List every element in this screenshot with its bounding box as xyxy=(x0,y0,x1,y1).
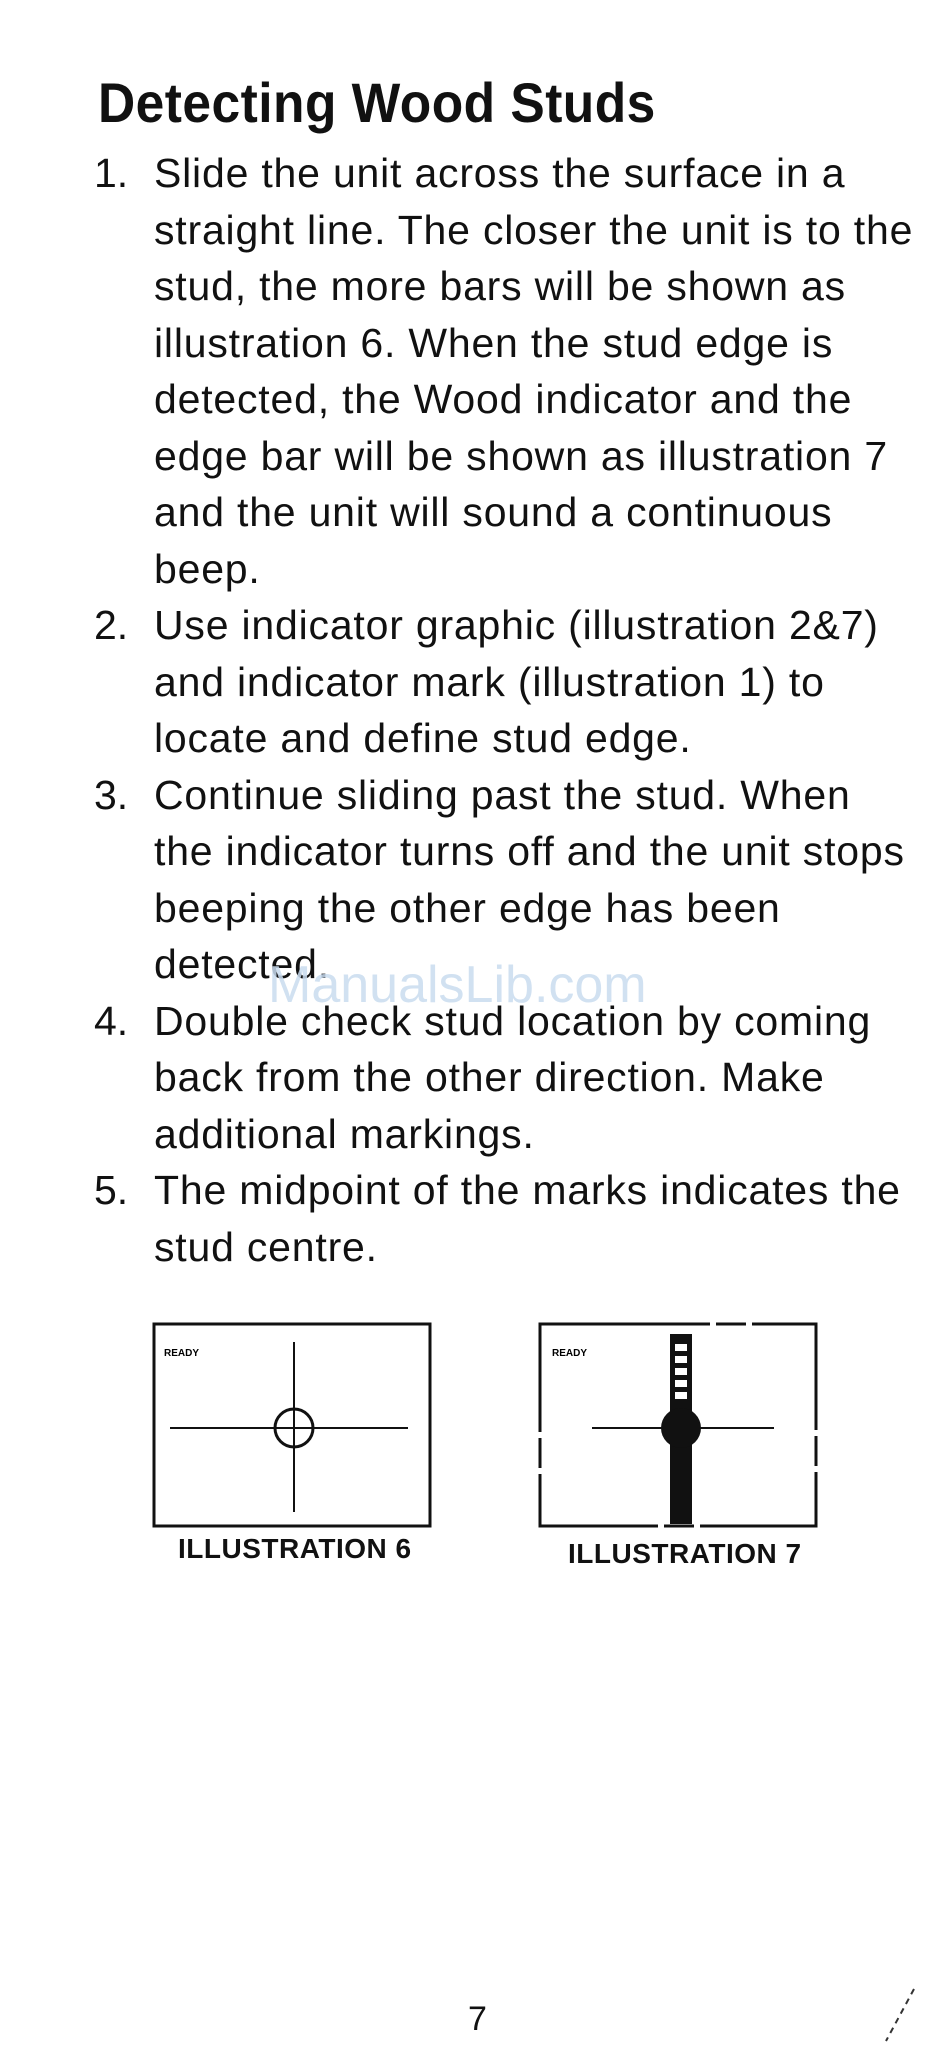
page-title: Detecting Wood Studs xyxy=(98,71,656,134)
indicator-segment xyxy=(675,1344,687,1351)
indicator-segment xyxy=(675,1356,687,1363)
illustration-7 xyxy=(538,1322,820,1532)
step-number: 4. xyxy=(94,997,129,1044)
step-item xyxy=(94,1162,914,1275)
indicator-segment xyxy=(675,1380,687,1387)
illustration-6 xyxy=(152,1322,434,1532)
illustration-7-caption: ILLUSTRATION 7 xyxy=(568,1538,802,1569)
step-number: 5. xyxy=(94,1167,129,1213)
step-number: 2. xyxy=(94,602,129,648)
watermark: ManualsLib.com xyxy=(268,956,647,1014)
step-text: Use indicator graphic (illustration 2&7) and indicator mark (illustration 1) to locate and define stud edge. xyxy=(154,602,879,761)
step-list xyxy=(94,145,914,1275)
step-number: 1. xyxy=(94,150,129,196)
step-item xyxy=(94,145,914,597)
step-item xyxy=(94,597,914,767)
scan-mark-icon xyxy=(880,1985,920,2045)
step-item xyxy=(94,993,914,1163)
page-number: 7 xyxy=(468,2000,487,2038)
step-number: 3. xyxy=(94,771,129,818)
indicator-segment xyxy=(675,1392,687,1399)
ready-label: READY xyxy=(164,1348,200,1359)
stud-finder-display-6 xyxy=(152,1322,434,1532)
step-text: The midpoint of the marks indicates the stud centre. xyxy=(154,1167,901,1270)
step-text: Double check stud location by coming back from the other direction. Make additional markings. xyxy=(154,997,872,1157)
target-circle-icon xyxy=(661,1408,701,1448)
step-item xyxy=(94,767,914,993)
step-text: Slide the unit across the surface in a straight line. The closer the unit is to the stud, the more bars will be shown as illustration 6. When the stud edge is detected, the Wood indicator and the edge bar will be shown as illustration 7 and the unit will sound a continuous beep. xyxy=(154,150,914,592)
illustration-6-caption: ILLUSTRATION 6 xyxy=(178,1533,412,1564)
indicator-segment xyxy=(675,1368,687,1375)
stud-finder-display-7 xyxy=(538,1322,820,1532)
ready-label: READY xyxy=(552,1348,588,1359)
step-text: Continue sliding past the stud. When the indicator turns off and the unit stops beeping the other edge has been detected. xyxy=(154,771,905,987)
